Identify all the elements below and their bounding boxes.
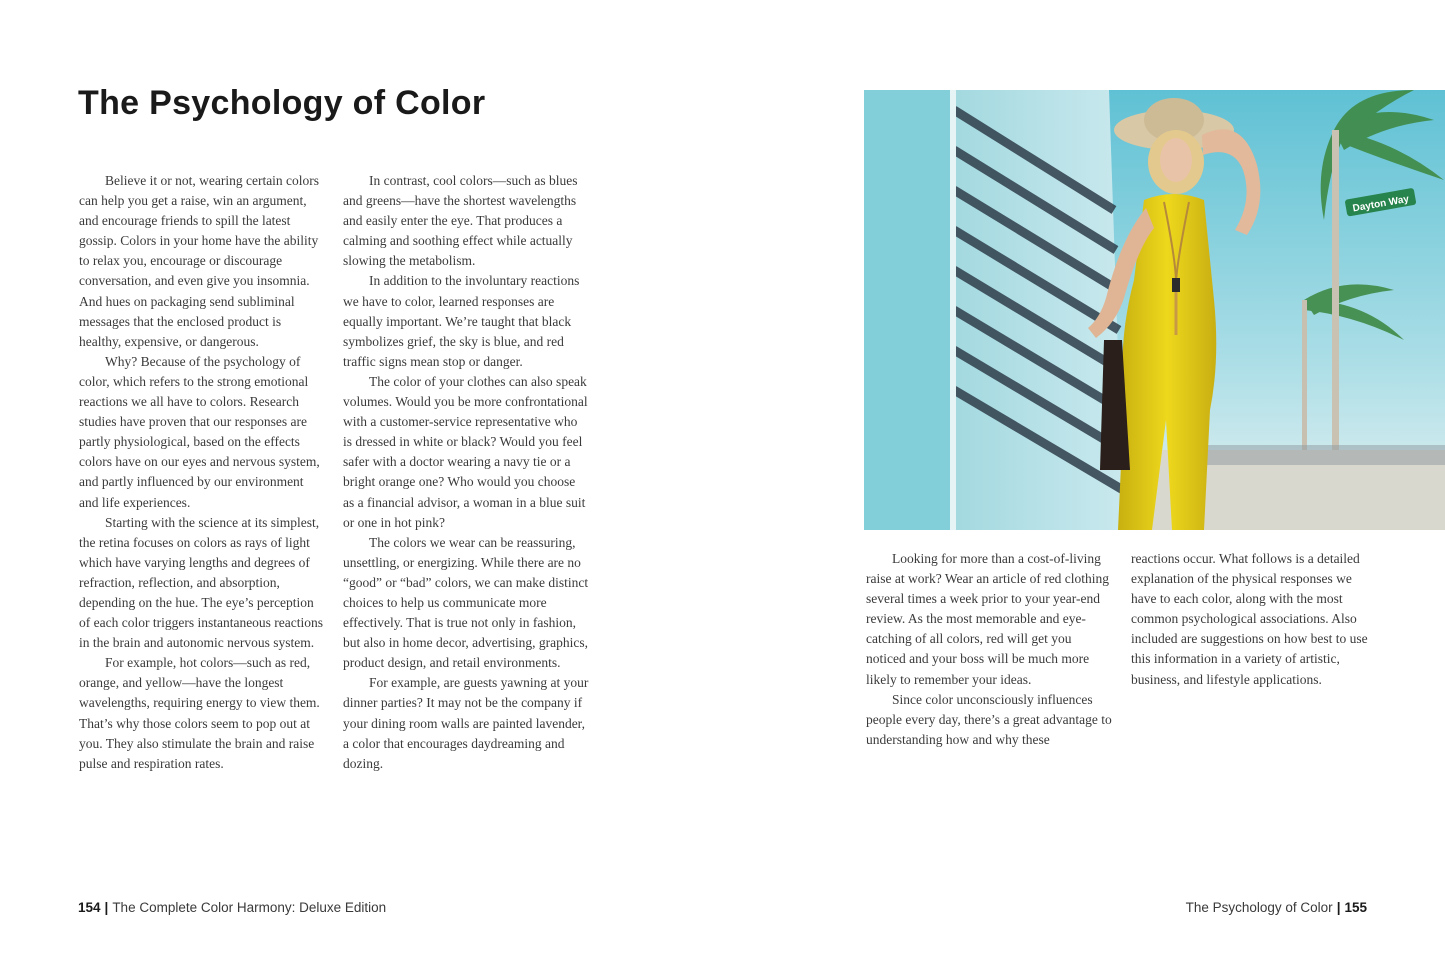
paragraph: Since color unconsciously influences people every day, there’s a great advantage to understanding how and why these — [866, 691, 1112, 747]
left-page-footer — [78, 900, 386, 915]
paragraph: Looking for more than a cost-of-living raise at work? Wear an article of red clothing several times a week prior to your year-end review. As the most memorable and eye-catching of all colors, red will get you noticed and your boss will be much more likely to remember your ideas. — [866, 551, 1110, 687]
body-column-1 — [79, 171, 325, 774]
body-column-3 — [866, 549, 1112, 750]
page-title: The Psychology of Color — [78, 84, 486, 122]
fashion-photo — [864, 90, 1445, 530]
footer-separator: | — [104, 900, 109, 915]
page-number: 154 — [78, 900, 101, 915]
body-column-4 — [1131, 549, 1377, 690]
paragraph: For example, hot colors—such as red, orange, and yellow—have the longest wavelengths, requiring energy to view them. That’s why those colors seem to pop out at you. They also stimulate the brain and raise pulse and respiration rates. — [79, 655, 320, 771]
footer-separator: | — [1336, 900, 1341, 915]
right-page-footer — [1186, 900, 1367, 915]
paragraph: Believe it or not, wearing certain colors can help you get a raise, win an argument, and encourage friends to spill the latest gossip. Colors in your home have the ability to relax you, encourage or discourage conversation, and even give you insomnia. And hues on packaging send subliminal messages that the enclosed product is healthy, expensive, or dangerous. — [79, 173, 320, 349]
paragraph: In contrast, cool colors—such as blues and greens—have the shortest wavelengths and easily enter the eye. That produces a calming and soothing effect while actually slowing the metabolism. — [343, 173, 578, 269]
paragraph: reactions occur. What follows is a detailed explanation of the physical responses we have to each color, along with the most common psychological associations. Also included are suggestions on how best to use this information in a variety of artistic, business, and lifestyle applications. — [1131, 551, 1368, 687]
paragraph: Why? Because of the psychology of color, which refers to the strong emotional reactions we all have to colors. Research studies have proven that our responses are partly physiological, based on the effects colors have on our eyes and nervous system, and partly influenced by our environment and life experiences. — [79, 353, 320, 510]
running-title: The Complete Color Harmony: Deluxe Edition — [112, 900, 387, 915]
page-number: 155 — [1344, 900, 1367, 915]
paragraph: In addition to the involuntary reactions we have to color, learned responses are equally important. We’re taught that black symbolizes grief, the sky is blue, and red traffic signs mean stop or danger. — [343, 273, 580, 369]
running-title: The Psychology of Color — [1185, 900, 1333, 915]
paragraph: For example, are guests yawning at your dinner parties? It may not be the company if your dining room walls are painted lavender, a color that encourages daydreaming and dozing. — [343, 675, 589, 771]
street-sign-text: Dayton Way — [1351, 193, 1410, 215]
body-column-2 — [343, 171, 589, 774]
paragraph: Starting with the science at its simplest, the retina focuses on colors as rays of light which have varying lengths and degrees of refraction, reflection, and absorption, depending on the hue. The eye’s perception of each color triggers instantaneous reactions in the brain and autonomic nervous system. — [79, 514, 324, 651]
paragraph: The color of your clothes can also speak volumes. Would you be more confrontational with a customer-service representative who is dressed in white or black? Would you feel safer with a doctor wearing a navy tie or a bright orange one? Who would you choose as a financial advisor, a woman in a blue suit or one in hot pink? — [343, 373, 588, 530]
paragraph: The colors we wear can be reassuring, unsettling, or energizing. While there are no “good” or “bad” colors, we can make distinct choices to help us communicate more effectively. That is true not only in fashion, but also in home decor, advertising, graphics, product design, and retail environments. — [343, 534, 589, 671]
